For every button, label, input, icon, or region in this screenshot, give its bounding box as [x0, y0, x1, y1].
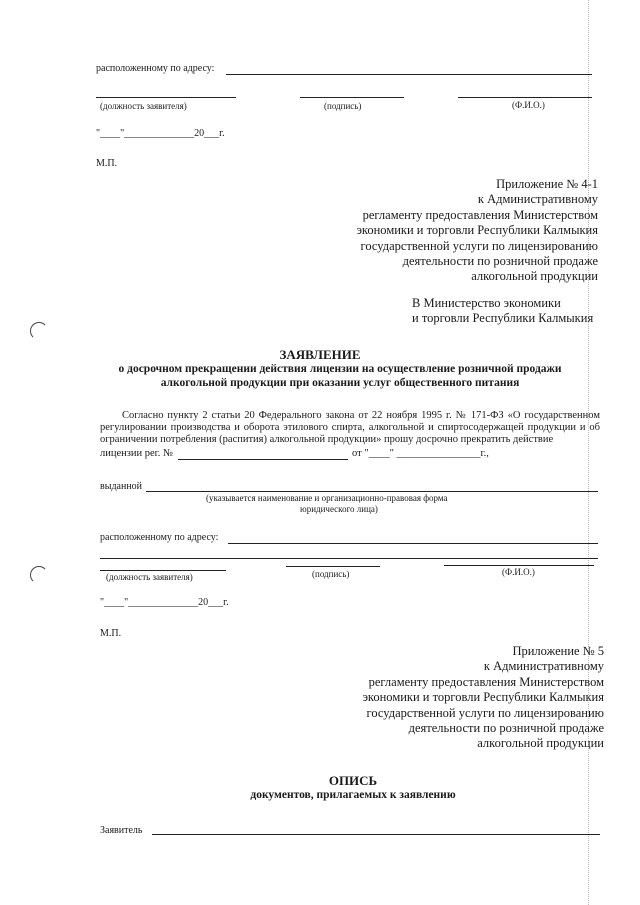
- date-line: "____"______________20___г.: [100, 597, 229, 608]
- address-field[interactable]: [226, 74, 592, 75]
- appendix-line: деятельности по розничной продаже: [402, 254, 598, 269]
- appendix-4-1-header: [298, 177, 598, 285]
- appendix-line: алкогольной продукции: [471, 269, 598, 284]
- address-field-continuation[interactable]: [100, 558, 598, 559]
- name-field[interactable]: [458, 97, 592, 98]
- appendix-line: к Административному: [477, 192, 598, 207]
- addressee-block: [412, 296, 593, 327]
- name-field[interactable]: [444, 565, 594, 566]
- subtitle-line: о досрочном прекращении действия лицензии на осуществление розничной продажи: [118, 363, 562, 375]
- issued-caption: юридического лица): [300, 504, 378, 514]
- signature-field[interactable]: [300, 97, 404, 98]
- license-prefix: лицензии рег. №: [100, 448, 174, 459]
- appendix-line: регламенту предоставления Министерством: [368, 674, 604, 689]
- subtitle-line: алкогольной продукции при оказании услуг общественного питания: [160, 377, 520, 389]
- statement-title: ЗАЯВЛЕНИЕ: [279, 347, 361, 362]
- statement-body: [100, 410, 600, 447]
- signature-caption: (подпись): [324, 101, 362, 111]
- address-field[interactable]: [228, 543, 598, 544]
- signature-field[interactable]: [286, 566, 380, 567]
- position-caption: (должность заявителя): [100, 101, 187, 111]
- addressee-line: и торговли Республики Калмыкия: [412, 311, 594, 326]
- appendix-line: экономики и торговли Республики Калмыкия: [356, 223, 598, 238]
- position-field[interactable]: [100, 570, 226, 571]
- appendix-line: деятельности по розничной продаже: [408, 721, 604, 736]
- addressee-line: В Министерство экономики: [412, 296, 561, 310]
- signature-caption: (подпись): [312, 569, 350, 579]
- issued-label: выданной: [100, 481, 143, 492]
- license-number-field[interactable]: [178, 459, 348, 460]
- applicant-label: Заявитель: [100, 825, 143, 836]
- inventory-subtitle: документов, прилагаемых к заявлению: [250, 789, 456, 801]
- license-date: от "____" ________________г.,: [352, 448, 489, 459]
- statement-subtitle: [80, 362, 600, 390]
- address-label: расположенному по адресу:: [100, 532, 219, 543]
- punch-hole-mark: [30, 322, 48, 340]
- issued-field[interactable]: [146, 491, 598, 492]
- appendix-line: регламенту предоставления Министерством: [362, 207, 598, 222]
- name-caption: (Ф.И.О.): [502, 567, 535, 577]
- appendix-line: государственной услуги по лицензированию: [366, 705, 604, 720]
- appendix-5-header: [304, 644, 604, 752]
- stamp-placeholder: М.П.: [100, 628, 122, 639]
- statement-body-text: Согласно пункту 2 статьи 20 Федерального закона от 22 ноября 1995 г. № 171-ФЗ «О государственном регулировании производства и оборота этилового спирта, алкогольной и спиртосодержащей продукции и об ограничении потребления (распития) алкогольной продукции» прошу досрочно прекратить действие: [100, 410, 600, 446]
- date-line: "____"______________20___г.: [96, 128, 225, 139]
- stamp-placeholder: М.П.: [96, 158, 118, 169]
- appendix-line: к Административному: [483, 659, 604, 674]
- appendix-line: экономики и торговли Республики Калмыкия: [362, 690, 604, 705]
- position-field[interactable]: [96, 97, 236, 98]
- scan-edge-line: [588, 0, 589, 905]
- appendix-line: Приложение № 4-1: [496, 177, 598, 191]
- appendix-line: Приложение № 5: [512, 644, 604, 658]
- issued-caption: (указывается наименование и организационно-правовая форма: [206, 493, 448, 503]
- punch-hole-mark: [30, 566, 48, 584]
- appendix-line: государственной услуги по лицензированию: [360, 238, 598, 253]
- applicant-field[interactable]: [152, 834, 600, 835]
- inventory-title: ОПИСЬ: [328, 773, 378, 788]
- name-caption: (Ф.И.О.): [512, 100, 545, 110]
- position-caption: (должность заявителя): [106, 572, 193, 582]
- appendix-line: алкогольной продукции: [477, 736, 604, 751]
- address-label: расположенному по адресу:: [96, 63, 215, 74]
